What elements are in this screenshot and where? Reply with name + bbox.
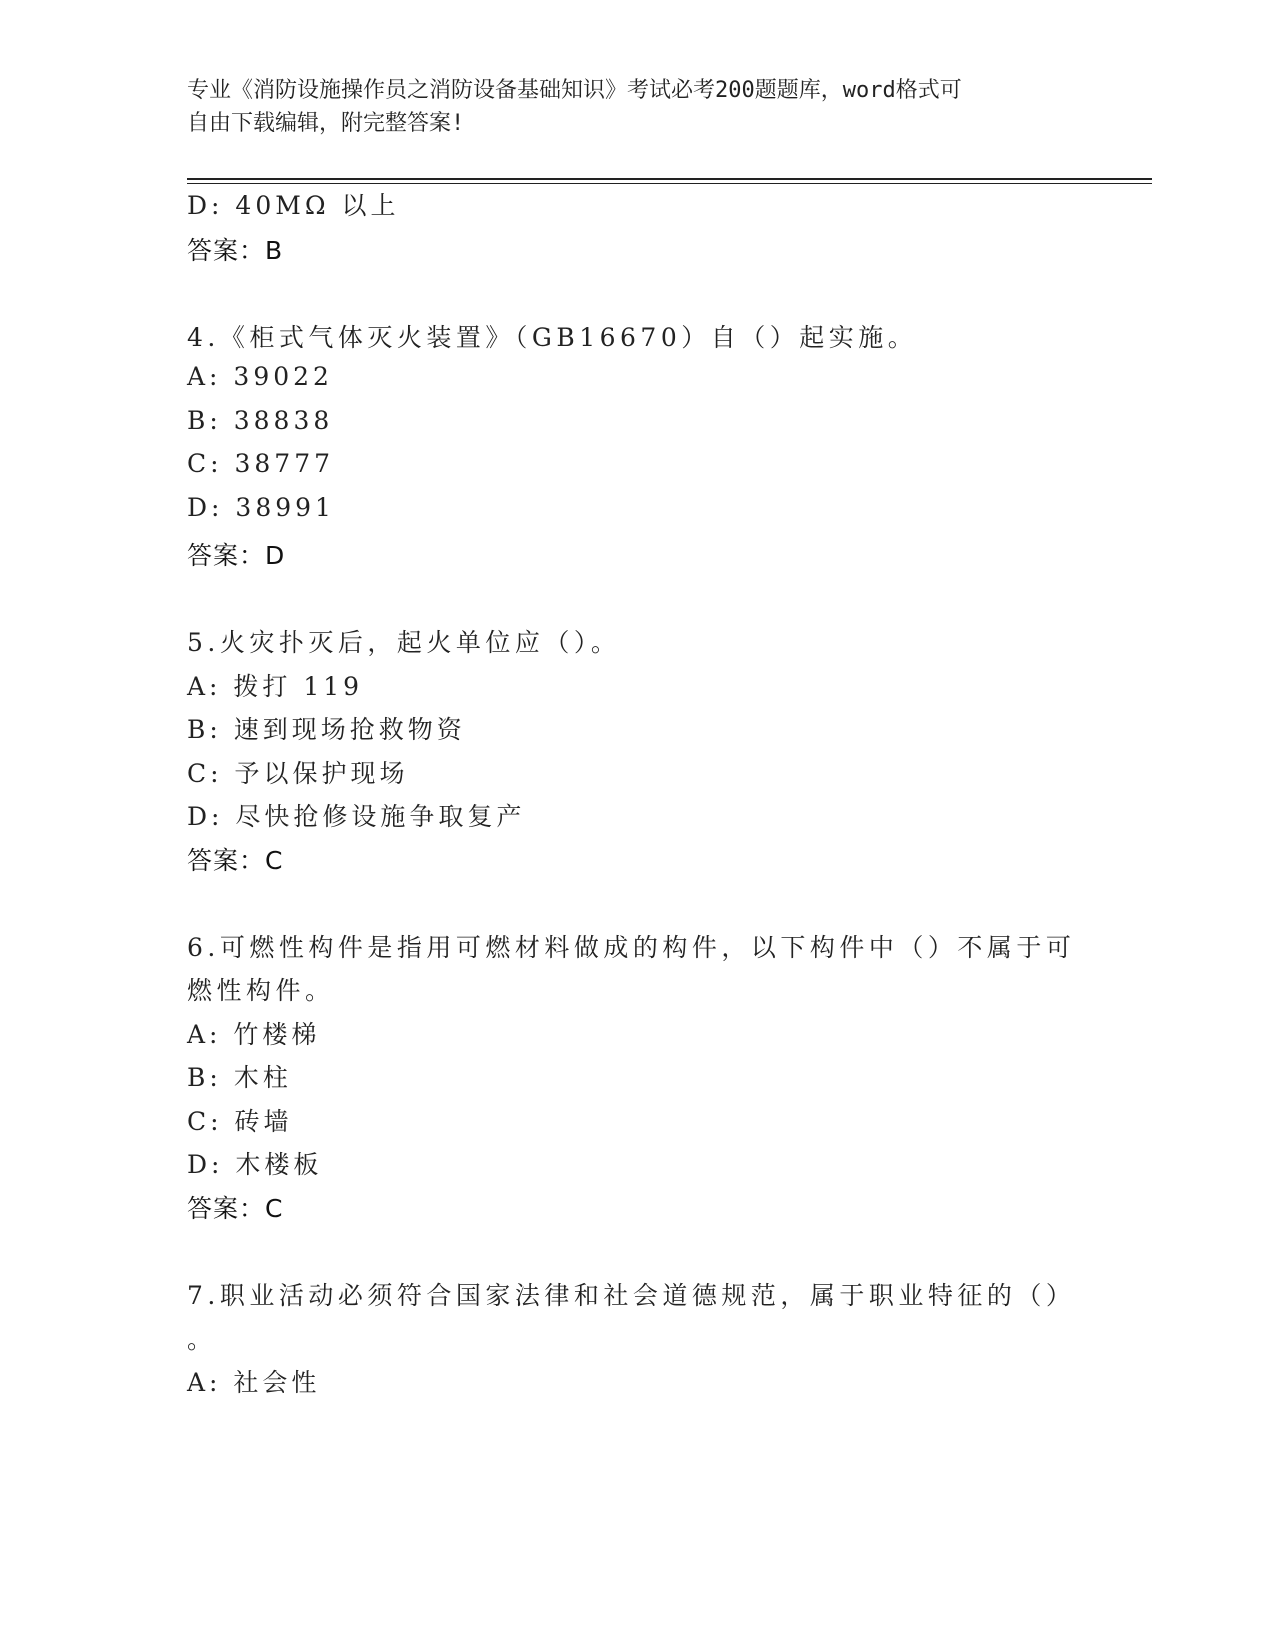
option-line: B: 速到现场抢救物资 (187, 715, 466, 744)
option-line: D: 尽快抢修设施争取复产 (187, 802, 526, 831)
option-line: D: 38991 (187, 493, 335, 522)
question-line: 4.《柜式气体灭火装置》（GB16670）自（）起实施。 (187, 323, 918, 352)
document-header (187, 74, 1067, 140)
option-line: B: 木柱 (187, 1063, 292, 1092)
header-line-1: 专业《消防设施操作员之消防设备基础知识》考试必考200题题库，word格式可 (187, 78, 962, 103)
question-line: 7.职业活动必须符合国家法律和社会道德规范，属于职业特征的（） (187, 1281, 1076, 1310)
question-line: 5.火灾扑灭后，起火单位应（）。 (187, 628, 621, 657)
answer-line: 答案：B (187, 236, 284, 265)
header-line-2: 自由下载编辑，附完整答案! (187, 111, 465, 136)
header-rule-bottom (187, 183, 1152, 184)
answer-line: 答案：C (187, 1194, 284, 1223)
question-line: 燃性构件。 (187, 976, 335, 1005)
option-line: D: 40MΩ 以上 (187, 191, 400, 220)
answer-line: 答案：C (187, 846, 284, 875)
answer-line: 答案：D (187, 541, 286, 570)
option-line: B: 38838 (187, 406, 334, 435)
option-line: C: 38777 (187, 449, 335, 478)
question-line: 。 (187, 1325, 217, 1354)
option-line: C: 砖墙 (187, 1107, 293, 1136)
option-line: A: 拨打 119 (187, 672, 364, 701)
question-line: 6.可燃性构件是指用可燃材料做成的构件，以下构件中（）不属于可 (187, 933, 1076, 962)
option-line: A: 39022 (187, 362, 333, 391)
option-line: A: 社会性 (187, 1368, 321, 1397)
option-line: C: 予以保护现场 (187, 759, 409, 788)
option-line: A: 竹楼梯 (187, 1020, 321, 1049)
header-rule-top (187, 178, 1152, 180)
option-line: D: 木楼板 (187, 1150, 323, 1179)
